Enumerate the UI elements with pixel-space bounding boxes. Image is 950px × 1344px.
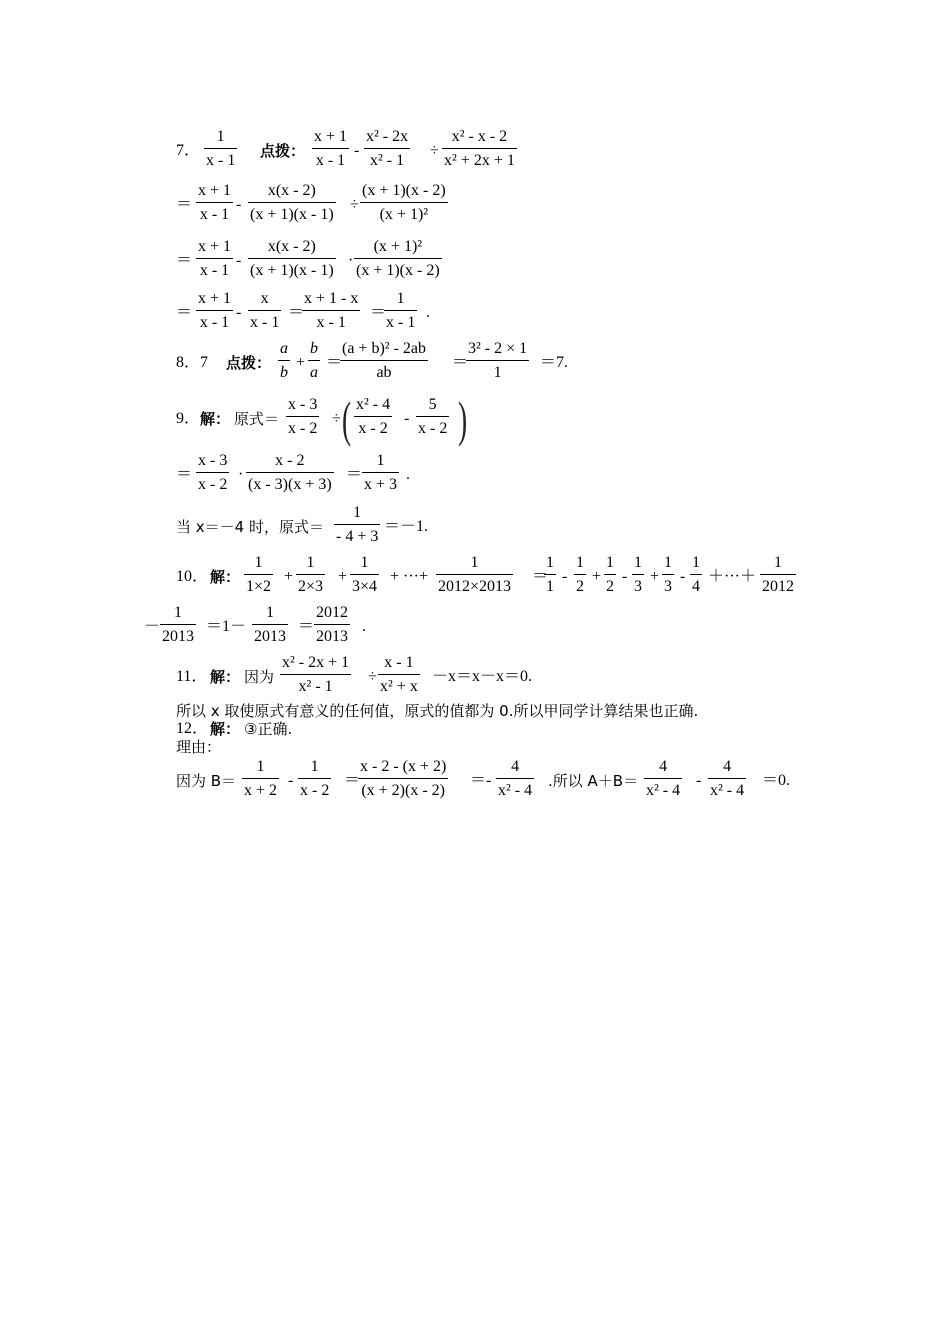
q7-l4-eq1: ＝ [176,304,193,321]
q7-l2-op1: - [236,196,242,213]
q9-l2-eq1: ＝ [176,466,193,483]
q11-frac2: $\frac{x - 1}{\text{x² + x}}$ [380,654,418,695]
q9-l2-frac3: $\frac{1}{x + 3}$ [364,452,398,493]
q7-l2-frac3: $\frac{(x + 1)(x - 2)}{\text{(x + 1)²}}$ [362,182,446,223]
q10-l2-minus: － [144,618,161,635]
q7-l4-frac1: $\frac{x + 1}{x - 1}$ [198,290,232,331]
q12-op1: - [288,772,294,789]
q7-l1-op1: - [354,142,360,159]
q12-f3: $\frac{x - 2 - (x + 2)}{(x + 2)(x - 2)}$ [360,758,447,799]
q12-eq2: ＝- [470,772,492,789]
q12-answer: ③正确. [244,720,293,738]
q12-reason-label: 理由： [176,738,222,756]
q10-l2-f2: $\frac{1}{2013}$ [254,604,286,645]
q9-l2-eq2: ＝ [346,466,363,483]
q10-f10: $\frac{1}{4}$ [692,554,700,595]
q10-op3: + ···+ [390,568,429,585]
q10-op4: - [562,568,568,585]
q12-f6: $\frac{4}{\text{x² - 4}}$ [710,758,745,799]
q10-l2-period: . [362,618,366,635]
q7-l3-op1: - [236,252,242,269]
q11-result: －x＝x－x＝0. [432,668,533,685]
q7-l4-frac4: $\frac{1}{x - 1}$ [386,290,416,331]
q10-f7: $\frac{1}{2}$ [606,554,614,595]
q10-f1: $\frac{1}{1\times 2}$ [246,554,272,595]
q9-solve-label: 解： [200,410,231,428]
q12-result: ＝0. [762,772,791,789]
q10-f6: $\frac{1}{2}$ [576,554,584,595]
q7-l4-frac3: $\frac{x + 1 - x}{x - 1}$ [304,290,359,331]
q11-div: ÷ [368,668,377,685]
q10-f5: $\frac{1}{1}$ [546,554,554,595]
q9-l1-frac1: $\frac{x - 3}{x - 2}$ [288,396,318,437]
q10-f9: $\frac{1}{3}$ [664,554,672,595]
q7-l2-eq: ＝ [176,196,193,213]
q7-l4-period: . [426,304,430,321]
q10-f8: $\frac{1}{3}$ [634,554,642,595]
q10-eq1: ＝ [532,568,549,585]
q12-f1: $\frac{1}{x + 2}$ [244,758,278,799]
q8-op1: + [296,354,306,371]
q7-l1-frac2: $\frac{\text{x² - 2x}}{\text{x² - 1}}$ [366,128,409,169]
q7-l3-frac3: $\frac{\text{(x + 1)²}}{(x + 1)(x - 2)}$ [356,238,440,279]
q9-l3-frac: $\frac{1}{- 4 + 3}$ [336,504,379,545]
q7-l2-frac1: $\frac{x + 1}{x - 1}$ [198,182,232,223]
q11-frac1: $\frac{\text{x² - 2x + 1}}{\text{x² - 1}}$ [282,654,350,695]
q10-op1: + [284,568,294,585]
q10-l2-mid: ＝1－ [206,618,247,635]
q8-frac2: $\frac{b}{a}$ [310,340,318,381]
q7-l3-frac1: $\frac{x + 1}{x - 1}$ [198,238,232,279]
q7-l3-eq: ＝ [176,252,193,269]
q12-f5: $\frac{4}{\text{x² - 4}}$ [646,758,681,799]
q9-l1-frac2: $\frac{\text{x² - 4}}{x - 2}$ [356,396,391,437]
q9-l2-period: . [406,466,410,483]
q7-l3-op2: · [348,252,354,269]
q11-number: 11． [176,668,208,685]
q7-l4-eq2: ＝ [288,304,305,321]
q10-op6: - [622,568,628,585]
q8-number: 8．7 [176,354,209,371]
q10-f4: $\frac{1}{2012\times 2013}$ [438,554,512,595]
q8-eq1: ＝ [326,354,343,371]
q9-l2-frac2: $\frac{x - 2}{(x - 3)(x + 3)}$ [248,452,332,493]
q7-l2-op2: ÷ [350,196,359,213]
q12-eq1: ＝ [344,772,361,789]
q12-f2: $\frac{1}{x - 2}$ [300,758,330,799]
q7-l1-frac1: $\frac{x + 1}{x - 1}$ [314,128,348,169]
q7-l1-op2: ÷ [430,142,439,159]
q9-right-paren: ) [458,391,468,447]
q7-l4-eq3: ＝ [370,304,387,321]
q9-l3-result: ＝－1. [384,518,429,535]
q9-left-paren: ( [342,391,352,447]
q9-l1-op2: - [404,410,410,427]
q11-because: 因为 [244,668,275,686]
q9-l2-op1: · [238,466,244,483]
q12-op2: - [696,772,702,789]
q10-f2: $\frac{1}{2\times 3}$ [298,554,324,595]
q10-solve-label: 解： [210,568,241,586]
q7-l2-frac2: $\frac{x(x - 2)}{(x + 1)(x - 1)}$ [250,182,334,223]
q9-l2-frac1: $\frac{x - 3}{x - 2}$ [198,452,228,493]
q8-hint-label: 点拨： [226,354,272,372]
q9-number: 9． [176,410,201,427]
q10-ellipsis: ＋···＋ [708,568,756,585]
q10-op7: + [650,568,660,585]
q8-eq2: ＝ [452,354,469,371]
q10-l2-f1: $\frac{1}{2013}$ [162,604,194,645]
q9-original-label: 原式＝ [234,410,280,428]
q10-op5: + [592,568,602,585]
q12-f4: $\frac{4}{\text{x² - 4}}$ [498,758,533,799]
q7-number: 7． [176,142,201,159]
q8-result: ＝7. [540,354,569,371]
q7-hint-label: 点拨： [260,142,306,160]
q11-solve-label: 解： [210,668,241,686]
q10-op8: - [680,568,686,585]
q7-answer-fraction: $\frac{1}{x - 1}$ [206,128,236,169]
q7-l4-frac2: $\frac{x}{x - 1}$ [250,290,280,331]
q12-number: 12． [176,720,209,737]
q10-l2-f3: $\frac{2012}{2013}$ [316,604,348,645]
q9-l1-op1: ÷ [332,410,341,427]
q8-frac1: $\frac{a}{b}$ [280,340,288,381]
q10-f3: $\frac{1}{3\times 4}$ [352,554,378,595]
q10-l2-eq: ＝ [298,618,315,635]
q10-op2: + [338,568,348,585]
q10-number: 10． [176,568,209,585]
q8-frac4: $\frac{\text{3² - 2 × 1}}{1}$ [468,340,528,381]
q9-substitution-text: 当 x＝－4 时，原式＝ [176,518,324,536]
q7-l4-op1: - [236,304,242,321]
q8-frac3: $\frac{\text{(a + b)² - 2ab}}{ab}$ [342,340,427,381]
q12-so-sum: .所以 A＋B＝ [548,772,639,790]
q11-conclusion: 所以 x 取使原式有意义的任何值，原式的值都为 0.所以甲同学计算结果也正确. [176,702,699,720]
q9-l1-frac3: $\frac{5}{x - 2}$ [418,396,448,437]
q10-f11: $\frac{1}{2012}$ [762,554,794,595]
q12-solve-label: 解： [210,720,241,738]
q12-because: 因为 B＝ [176,772,237,790]
q7-l3-frac2: $\frac{x(x - 2)}{(x + 1)(x - 1)}$ [250,238,334,279]
q7-l1-frac3: $\frac{\text{x² - x - 2}}{\text{x² + 2x + 1}}$ [444,128,515,169]
